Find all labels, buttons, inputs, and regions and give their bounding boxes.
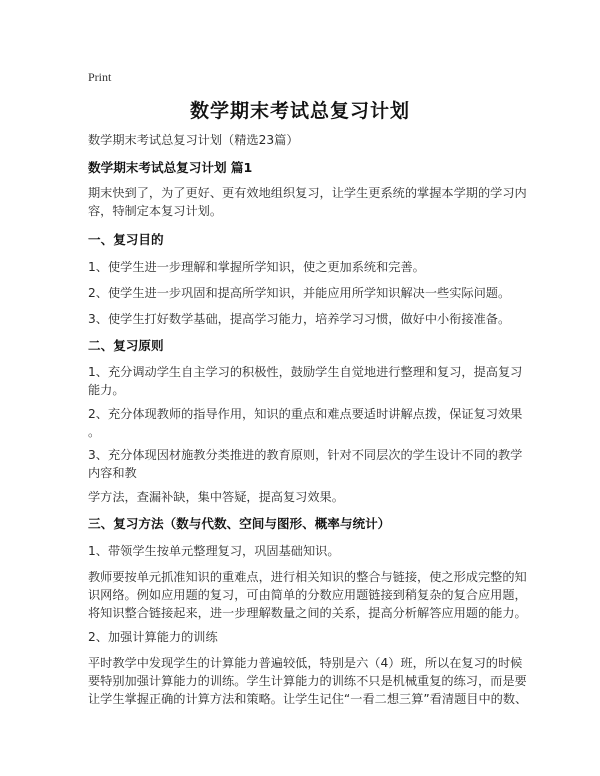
document-title: 数学期末考试总复习计划 xyxy=(189,100,410,122)
method-paragraph xyxy=(88,654,528,708)
paragraph-line: 2、使学生进一步巩固和提高所学知识，并能应用所学知识解决一些实际问题。 xyxy=(88,286,511,300)
paragraph-line: 平时教学中发现学生的计算能力普遍较低，特别是六（4）班，所以在复习的时候 xyxy=(88,656,523,670)
method-item xyxy=(88,628,518,646)
principle-item xyxy=(88,446,523,482)
subtitle-text: 数学期末考试总复习计划（精选23篇） xyxy=(88,133,299,147)
heading-goals: 一、复习目的 xyxy=(88,232,164,247)
paragraph-line: 2、加强计算能力的训练 xyxy=(88,630,218,644)
paragraph-line: 学方法，查漏补缺，集中答疑，提高复习效果。 xyxy=(88,490,344,504)
paragraph-line: 1、带领学生按单元整理复习，巩固基础知识。 xyxy=(88,544,340,558)
paragraph-line: 3、充分体现因材施教分类推进的教育原则，针对不同层次的学生设计不同的教学 xyxy=(88,448,523,462)
goal-item xyxy=(88,284,518,302)
paragraph-line: 。 xyxy=(88,425,101,439)
heading-principles: 二、复习原则 xyxy=(88,338,164,353)
goal-item xyxy=(88,310,518,328)
paragraph-line: 教师要按单元抓准知识的重难点，进行相关知识的整合与链接，使之形成完整的知 xyxy=(88,570,527,584)
paragraph-line: 1、使学生进一步理解和掌握所学知识，使之更加系统和完善。 xyxy=(88,260,425,274)
paragraph-line: 让学生掌握正确的计算方法和策略。让学生记住“一看二想三算”看清题目中的数、 xyxy=(88,692,528,706)
paragraph-line: 1、充分调动学生自主学习的积极性，鼓励学生自觉地进行整理和复习，提高复习 xyxy=(88,365,523,379)
method-paragraph xyxy=(88,568,527,622)
paragraph-line: 识网络。例如应用题的复习，可由简单的分数应用题链接到稍复杂的复合应用题， xyxy=(88,588,527,602)
goal-item xyxy=(88,258,518,276)
print-label[interactable]: Print xyxy=(88,70,112,84)
paragraph-line: 期末快到了，为了更好、更有效地组织复习，让学生更系统的掌握本学期的学习内 xyxy=(88,186,527,200)
method-item xyxy=(88,542,518,560)
paragraph-line: 2、充分体现教师的指导作用，知识的重点和难点要适时讲解点拨，保证复习效果 xyxy=(88,407,523,421)
paragraph-line: 内容和教 xyxy=(88,466,137,480)
principle-item xyxy=(88,363,523,399)
paragraph-line: 3、使学生打好数学基础，提高学习能力，培养学习习惯，做好中小衔接准备。 xyxy=(88,312,511,326)
paragraph-line: 能力。 xyxy=(88,383,125,397)
heading-methods: 三、复习方法（数与代数、空间与图形、概率与统计） xyxy=(88,516,391,531)
principle-item-continued xyxy=(88,488,518,506)
section-heading: 数学期末考试总复习计划 篇1 xyxy=(88,160,253,175)
principle-item xyxy=(88,405,523,441)
intro-paragraph xyxy=(88,184,527,220)
paragraph-line: 将知识整合链接起来，进一步理解数量之间的关系，提高分析解答应用题的能力。 xyxy=(88,606,527,620)
subtitle xyxy=(88,131,518,149)
paragraph-line: 要特别加强计算能力的训练。学生计算能力的训练不只是机械重复的练习，而是要 xyxy=(88,674,527,688)
paragraph-line: 容，特制定本复习计划。 xyxy=(88,204,223,218)
